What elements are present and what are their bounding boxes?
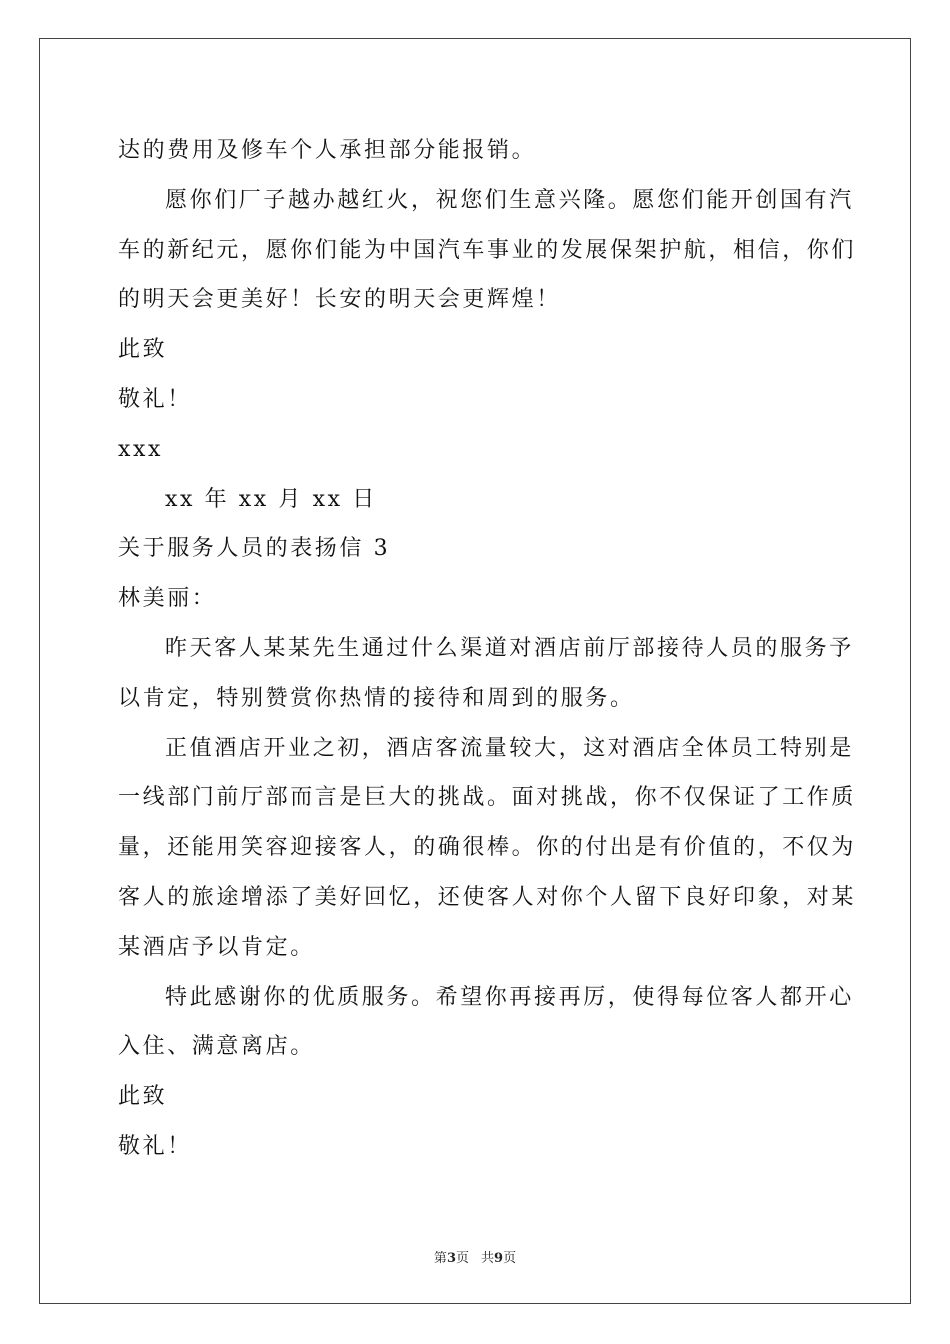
total-prefix: 共 (481, 1251, 495, 1266)
text-line: 某酒店予以肯定。 (118, 934, 315, 960)
text-line: 特此感谢你的优质服务。希望你再接再厉，使得每位客人都开心 (165, 984, 854, 1010)
text-line: 愿你们厂子越办越红火，祝您们生意兴隆。愿您们能开创国有汽 (165, 187, 854, 213)
text-line: 正值酒店开业之初，酒店客流量较大，这对酒店全体员工特别是 (165, 735, 854, 761)
page-prefix: 第 (433, 1251, 447, 1266)
page-current: 3 (446, 1251, 456, 1266)
page-suffix: 页 (455, 1251, 469, 1266)
text-line: 达的费用及修车个人承担部分能报销。 (118, 138, 537, 163)
closing-regards: 敬礼！ (118, 386, 192, 412)
document-body (118, 126, 857, 1172)
text-line: 昨天客人某某先生通过什么渠道对酒店前厅部接待人员的服务予 (165, 635, 854, 661)
closing-regards: 敬礼！ (118, 1133, 192, 1159)
recipient: 林美丽： (118, 586, 217, 612)
total-suffix: 页 (503, 1251, 517, 1266)
text-line: 一线部门前厅部而言是巨大的挑战。面对挑战，你不仅保证了工作质 (118, 785, 857, 811)
closing-salutation: 此致 (118, 1084, 168, 1110)
page-total: 9 (494, 1251, 504, 1266)
closing-salutation: 此致 (118, 337, 168, 363)
signature: xxx (118, 436, 164, 462)
text-line: 量，还能用笑容迎接客人，的确很棒。你的付出是有价值的，不仅为 (118, 835, 857, 861)
text-line: 车的新纪元，愿你们能为中国汽车事业的发展保架护航，相信，你们 (118, 237, 857, 263)
text-line: 的明天会更美好！长安的明天会更辉煌！ (118, 287, 561, 313)
text-line: 以肯定，特别赞赏你热情的接待和周到的服务。 (118, 685, 635, 711)
text-line: 客人的旅途增添了美好回忆，还使客人对你个人留下良好印象，对某 (118, 884, 857, 910)
date-line: xx 年 xx 月 xx 日 (165, 486, 377, 512)
letter-title: 关于服务人员的表扬信 3 (118, 536, 391, 562)
text-line: 入住、满意离店。 (118, 1034, 315, 1060)
page-footer (0, 1247, 950, 1266)
